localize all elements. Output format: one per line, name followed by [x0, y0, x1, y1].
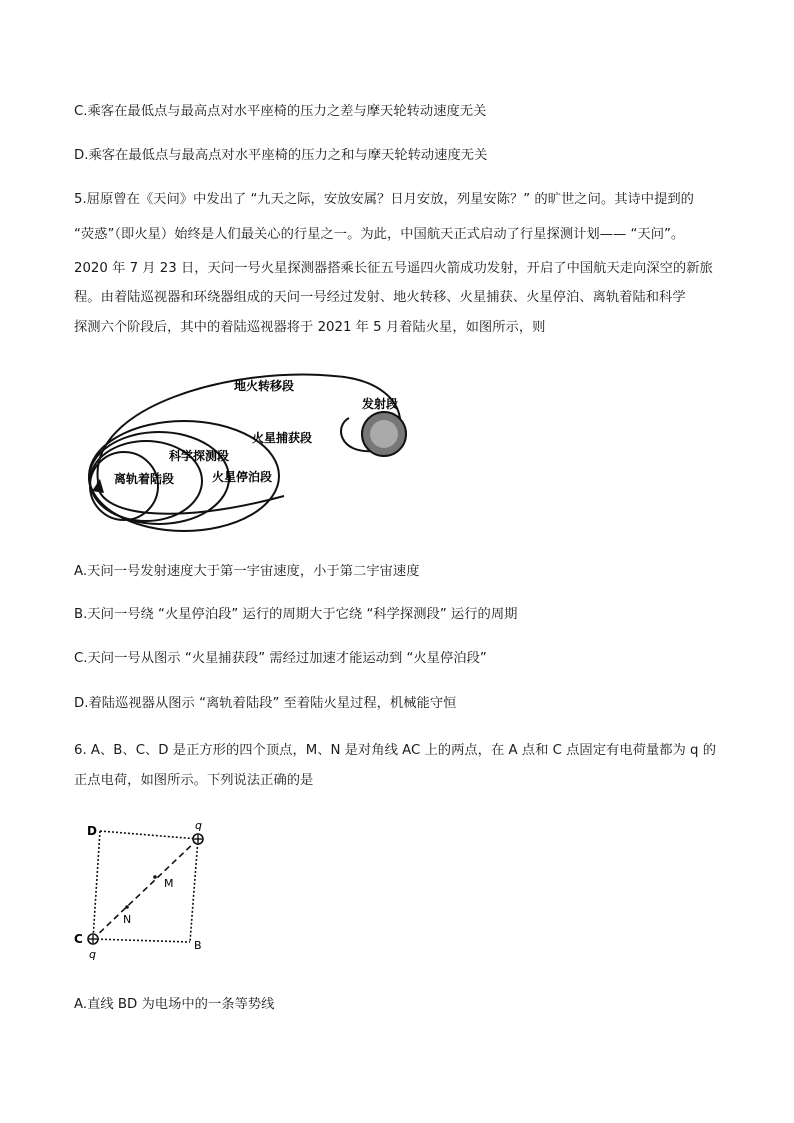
q6-line-2: 正点电荷，如图所示。下列说法正确的是 — [74, 773, 314, 788]
tianwen-orbit-figure — [84, 366, 424, 536]
option-d-prev: D.乘客在最低点与最高点对水平座椅的压力之和与摩天轮转动速度无关 — [74, 148, 488, 163]
label-transfer: 地火转移段 — [234, 379, 295, 393]
option-c-prev: C.乘客在最低点与最高点对水平座椅的压力之差与摩天轮转动速度无关 — [74, 104, 487, 119]
point-m — [153, 875, 157, 879]
label-c: C — [74, 932, 83, 946]
q5-option-b: B.天问一号绕 “火星停泊段” 运行的周期大于它绕 “科学探测段” 运行的周期 — [74, 607, 518, 622]
label-science: 科学探测段 — [169, 449, 230, 463]
q6-option-a: A.直线 BD 为电场中的一条等势线 — [74, 997, 275, 1012]
label-launch: 发射段 — [362, 397, 399, 411]
q6-line-1: 6. A、B、C、D 是正方形的四个顶点，M、N 是对角线 AC 上的两点，在 A 点和 C 点固定有电荷量都为 q 的 — [74, 743, 716, 758]
label-d: D — [87, 824, 97, 838]
label-b: B — [194, 939, 202, 952]
label-deorbit: 离轨着陆段 — [114, 472, 175, 486]
q5-line-5: 探测六个阶段后，其中的着陆巡视器将于 2021 年 5 月着陆火星，如图所示，则 — [74, 320, 546, 335]
label-m: M — [164, 877, 174, 890]
label-capture: 火星捕获段 — [252, 431, 313, 445]
label-parking: 火星停泊段 — [212, 470, 273, 484]
q5-option-c: C.天问一号从图示 “火星捕获段” 需经过加速才能运动到 “火星停泊段” — [74, 651, 487, 666]
charge-a — [193, 834, 203, 844]
q5-option-d: D.着陆巡视器从图示 “离轨着陆段” 至着陆火星过程，机械能守恒 — [74, 696, 457, 711]
square-charges-figure — [70, 815, 220, 965]
label-q-top: q — [195, 819, 202, 832]
label-q-bottom: q — [89, 948, 96, 961]
q5-line-3: 2020 年 7 月 23 日，天问一号火星探测器搭乘长征五号遥四火箭成功发射，开启了中国航天走向深空的新旅 — [74, 261, 713, 276]
charge-c — [88, 934, 98, 944]
q5-option-a: A.天问一号发射速度大于第一宇宙速度，小于第二宇宙速度 — [74, 564, 420, 579]
q5-line-4: 程。由着陆巡视器和环绕器组成的天问一号经过发射、地火转移、火星捕获、火星停泊、离轨着陆和科学 — [74, 290, 686, 305]
point-n — [125, 905, 129, 909]
q5-line-1: 5.屈原曾在《天问》中发出了 “九天之际，安放安属？日月安放，列星安陈？” 的旷世之问。其诗中提到的 — [74, 192, 694, 207]
q5-line-2: “荧惑”（即火星）始终是人们最关心的行星之一。为此，中国航天正式启动了行星探测计划—— “天问”。 — [74, 227, 685, 242]
label-n: N — [123, 913, 132, 926]
